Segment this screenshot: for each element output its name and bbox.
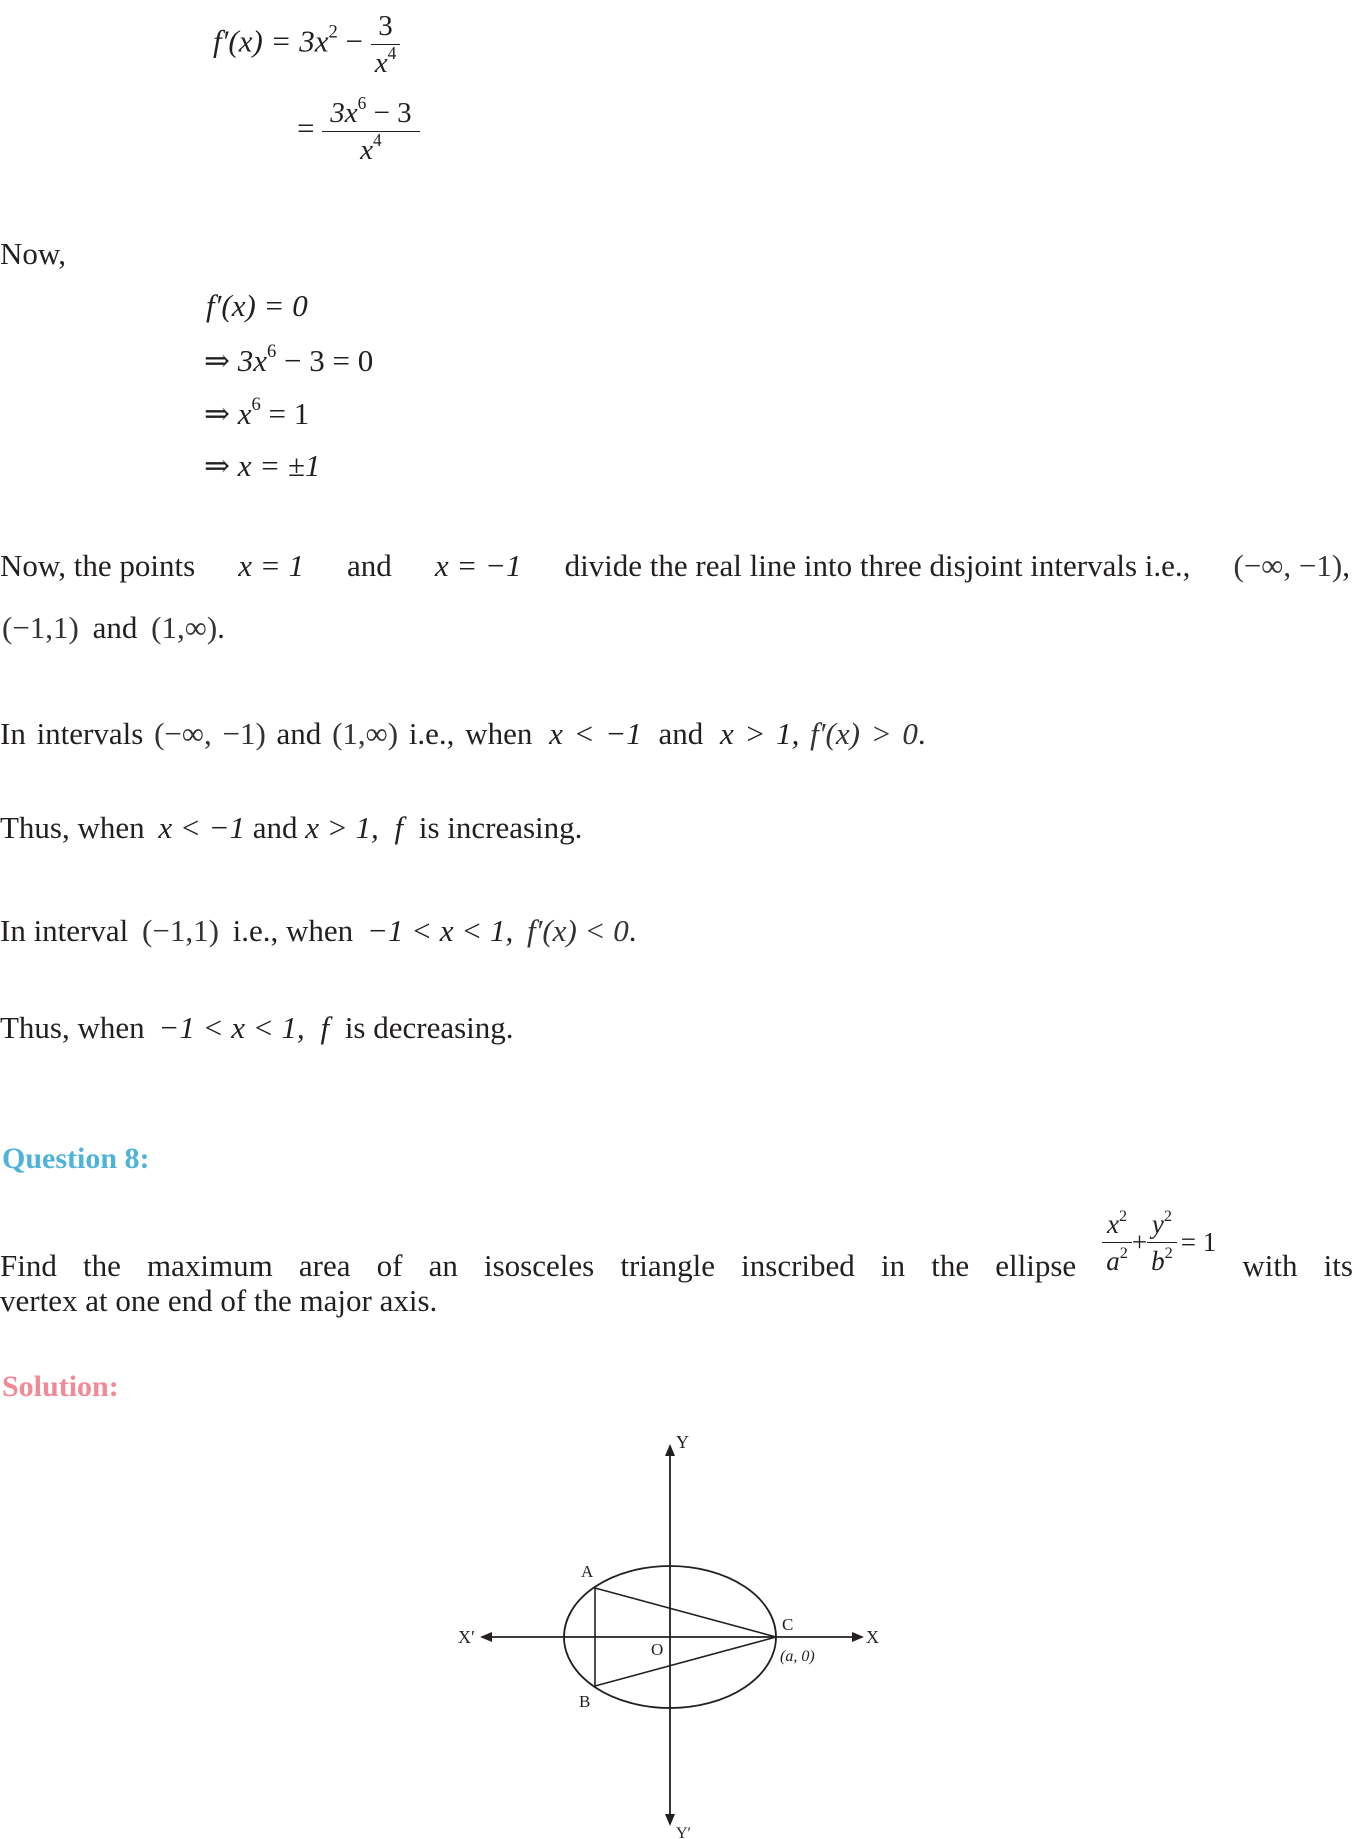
label-x-prime: X′ [458, 1627, 475, 1647]
solution-heading: Solution: [2, 1370, 119, 1403]
solve-step-2: ⇒ $x^6 = 1$ [204, 394, 310, 431]
now-label: Now, [0, 236, 67, 271]
derivative-line-1: $f'(x) = 3x^2$ − $\frac{3}{x^4}$ [213, 8, 400, 81]
increasing-condition: In intervals (−∞, −1) and (1,∞) i.e., when x < −1 and x > 1, f′(x) > 0. [0, 716, 926, 751]
question-heading: Question 8: [2, 1142, 150, 1175]
label-a: A [581, 1562, 594, 1581]
ellipse-equation: $\frac{x^2}{a^2}$ + $\frac{y^2}{b^2}$ = 1 [1102, 1206, 1216, 1279]
fraction-simplified: $\frac{3x^6 - 3}{x^4}$ [322, 95, 419, 168]
interval-neg-inf: (−∞, −1) [1233, 548, 1343, 583]
derivative-lhs: f′(x) = 3x [213, 23, 329, 59]
derivative-line-2: = $\frac{3x^6 - 3}{x^4}$ [297, 95, 420, 168]
solve-step-0: f′(x) = 0 [206, 288, 308, 323]
question-text-line-2: vertex at one end of the major axis. [0, 1283, 438, 1318]
label-y: Y [676, 1432, 689, 1452]
decreasing-condition: In interval (−1,1) i.e., when −1 < x < 1, f′(x) < 0. [0, 913, 637, 948]
label-c-coordinate: (a, 0) [780, 1648, 815, 1665]
increasing-conclusion: Thus, when x < −1 and x > 1, f is increasing. [0, 810, 583, 845]
label-x: X [866, 1627, 879, 1647]
label-c: C [782, 1615, 794, 1634]
points-paragraph-line-1: Now, the points x = 1 and x = −1 divide the real line into three disjoint intervals i.e., (−∞, −1), [0, 548, 1350, 583]
label-y-prime: Y′ [676, 1825, 692, 1839]
solve-step-1: ⇒ $3x^6 - 3 = 0$ [204, 341, 374, 378]
label-b: B [579, 1692, 591, 1711]
solve-step-3: ⇒ x = ±1 [204, 448, 321, 483]
decreasing-conclusion: Thus, when −1 < x < 1, f is decreasing. [0, 1010, 514, 1045]
fraction-3-over-x4: $\frac{3}{x^4}$ [371, 8, 401, 81]
points-paragraph-line-2: (−1,1) and (1,∞). [2, 610, 225, 645]
label-origin: O [651, 1640, 664, 1659]
question-text-line-1: Find the maximum area of an isosceles triangle inscribed in the ellipse $\frac{x^2}{a^2}$ + $\frac{y^2}{b^2}$ = 1 with its [0, 1206, 1353, 1283]
